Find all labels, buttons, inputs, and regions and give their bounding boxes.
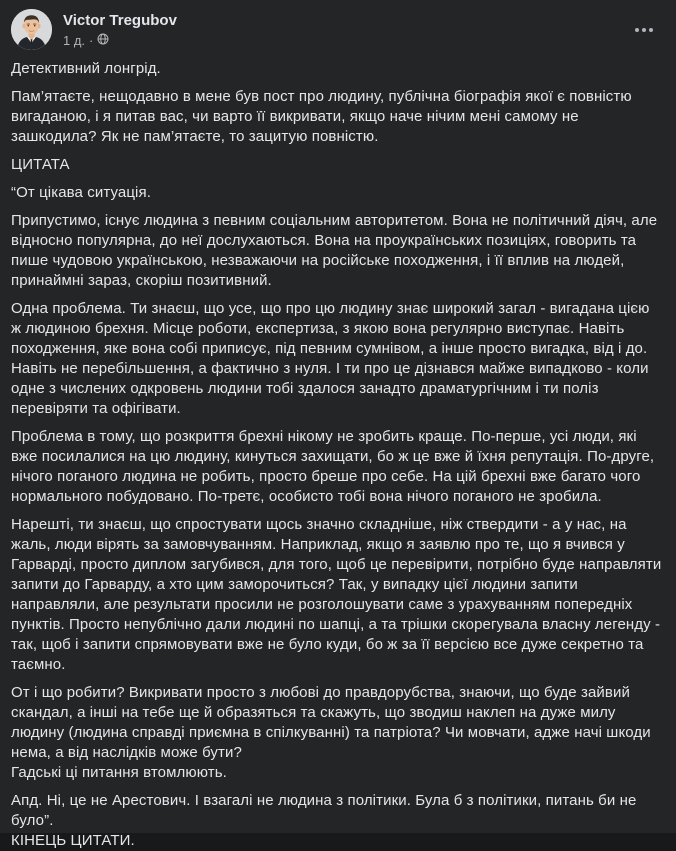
post-paragraph: Нарешті, ти знаєш, що спростувати щось значно складніше, ніж ствердити - а у нас, на жаль, люди вірять за замовчуванням. Наприклад, якщо я заявлю про те, що я вчився у Гарварді, просто диплом загубився, для того, щоб це перевірити, потрібно буде направляти запити до Гарварду, а хто цим заморочиться? Так, у випадку цієї людини запити направляли, але результати просили не розголошувати саме з урахуванням попередніх пунктів. Просто непублічно дали людині по шапці, а та трішки скорегувала власну легенду - так, щоб і запити спрямовувати вже не було куди, бо ж за її версією все дуже секретно та таємно. — [11, 516, 666, 673]
post-header — [0, 0, 676, 54]
post-meta — [63, 32, 662, 49]
avatar-photo-icon — [11, 9, 52, 50]
ellipsis-icon — [635, 28, 653, 32]
post-timestamp[interactable]: 1 д. — [63, 32, 86, 48]
post-paragraph: Припустимо, існує людина з певним соціальним авторитетом. Вона не політичний діяч, але відносно популярна, до неї дослухаються. Вона на проукраїнських позиціях, говорить та пише чудовою українською, незважаючи на російське походження, і її вплив на людей, принаймні зараз, скоріш позитивний. — [11, 212, 662, 289]
post-paragraph: “От цікава ситуація. — [11, 184, 151, 201]
author-name-link[interactable]: Victor Tregubov — [63, 12, 177, 29]
post-paragraph: Одна проблема. Ти знаєш, що усе, що про цю людину знає широкий загал - вигадана цією ж людиною брехня. Місце роботи, експертиза, з якою вона регулярно виступає. Навіть походження, яке вона собі приписує, під певним сумнівом, а інше просто вигадка, від і до. Навіть не перебільшення, а фактично з нуля. І ти про це дізнався майже випадково - коли одне з числених одкровень людини тобі здалося занадто драматургічним і ти поліз перевіряти та офігівати. — [11, 300, 654, 417]
privacy-globe-icon — [97, 33, 109, 49]
profile-avatar[interactable] — [11, 9, 52, 50]
post-paragraph: От і що робити? Викривати просто з любові до правдорубства, знаючи, що буде зайвий скандал, а інші на тебе ще й образяться та скажуть, що зводиш наклеп на дуже милу людину (людина справді приємна в спілкуванні) та патріота? Чи мовчати, адже начі шкоди нема, а від наслідків може бути? Гадські ці питання втомлюють. — [11, 684, 651, 781]
post-paragraph: Апд. Ні, це не Арестович. І взагалі не людина з політики. Була б з політики, питань би не було”. КІНЕЦЬ ЦИТАТИ. — [11, 792, 637, 849]
post-paragraph: Детективний лонгрід. — [11, 60, 161, 77]
post-paragraph: Пам’ятаєте, нещодавно в мене був пост про людину, публічна біографія якої є повністю вигаданою, і я питав вас, чи варто її викривати, якщо наче нічим мені самому не зашкодила? Як не пам’ятаєте, то зацитую повністю. — [11, 88, 637, 145]
meta-separator: · — [89, 32, 94, 48]
post-content — [0, 54, 676, 851]
post-paragraph: ЦИТАТА — [11, 156, 70, 173]
more-options-button[interactable] — [628, 18, 660, 42]
header-info — [63, 9, 662, 49]
post-paragraph: Проблема в тому, що розкриття брехні нікому не зробить краще. По-перше, усі люди, які вже посилалися на цю людину, кинуться захищати, бо ж це вже й їхня репутація. По-друге, нічого поганого людина не робить, просто бреше про себе. На цій брехні вже багато чого нормального побудовано. По-третє, особисто тобі вона нічого поганого не зробила. — [11, 428, 659, 505]
